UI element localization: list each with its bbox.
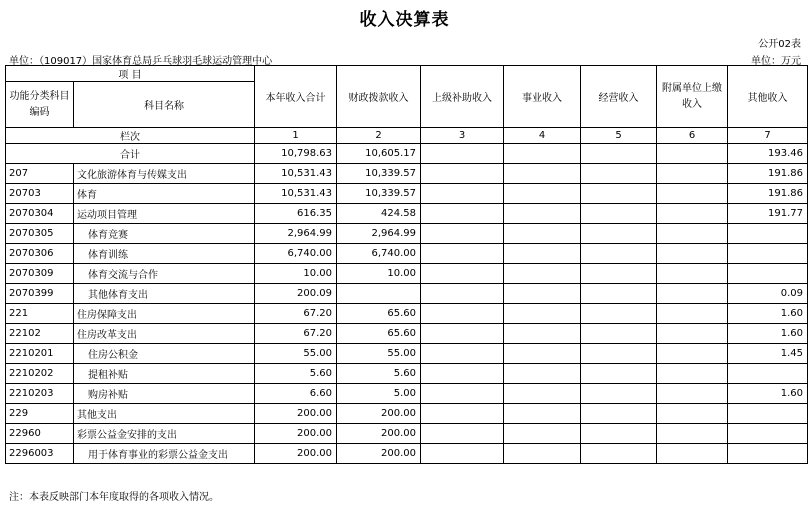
code-cell: 2070305 <box>6 224 74 244</box>
header-lanci: 栏次 <box>6 128 255 144</box>
value-cell <box>657 204 728 224</box>
table-row <box>6 404 808 424</box>
value-cell <box>581 424 657 444</box>
code-cell: 22960 <box>6 424 74 444</box>
col-number: 4 <box>504 128 581 144</box>
value-cell <box>581 324 657 344</box>
col-number: 5 <box>581 128 657 144</box>
value-cell <box>421 264 504 284</box>
col-header: 上级补助收入 <box>421 66 504 128</box>
col-header: 附属单位上缴收入 <box>657 66 728 128</box>
value-cell <box>421 224 504 244</box>
col-header: 财政拨款收入 <box>337 66 421 128</box>
value-cell <box>504 324 581 344</box>
value-cell <box>657 384 728 404</box>
value-cell <box>421 364 504 384</box>
col-number: 7 <box>728 128 808 144</box>
table-row <box>6 324 808 344</box>
income-table <box>5 65 808 464</box>
value-cell <box>657 244 728 264</box>
value-cell: 6.60 <box>255 384 337 404</box>
name-cell: 住房改革支出 <box>74 324 255 344</box>
col-number: 1 <box>255 128 337 144</box>
value-cell: 6,740.00 <box>337 244 421 264</box>
value-cell: 65.60 <box>337 304 421 324</box>
value-cell: 10,531.43 <box>255 164 337 184</box>
table-row <box>6 224 808 244</box>
value-cell: 10.00 <box>337 264 421 284</box>
footnote: 注：本表反映部门本年度取得的各项收入情况。 <box>9 492 219 503</box>
value-cell: 200.00 <box>337 444 421 464</box>
name-cell: 文化旅游体育与传媒支出 <box>74 164 255 184</box>
value-cell: 1.60 <box>728 304 808 324</box>
name-cell: 彩票公益金安排的支出 <box>74 424 255 444</box>
value-cell: 55.00 <box>337 344 421 364</box>
col-header: 其他收入 <box>728 66 808 128</box>
code-cell: 2070304 <box>6 204 74 224</box>
value-cell: 200.00 <box>255 424 337 444</box>
value-cell <box>657 284 728 304</box>
total-cell: 10,605.17 <box>337 144 421 164</box>
code-cell: 2210202 <box>6 364 74 384</box>
table-row <box>6 424 808 444</box>
value-cell <box>504 284 581 304</box>
value-cell <box>728 424 808 444</box>
form-number: 公开02表 <box>758 39 801 50</box>
value-cell <box>657 404 728 424</box>
total-label: 合计 <box>6 144 255 164</box>
value-cell <box>728 244 808 264</box>
value-cell: 65.60 <box>337 324 421 344</box>
value-cell: 55.00 <box>255 344 337 364</box>
code-cell: 2070399 <box>6 284 74 304</box>
value-cell: 200.09 <box>255 284 337 304</box>
value-cell <box>657 224 728 244</box>
value-cell: 10,339.57 <box>337 164 421 184</box>
table-row <box>6 344 808 364</box>
value-cell: 616.35 <box>255 204 337 224</box>
value-cell: 424.58 <box>337 204 421 224</box>
table-row <box>6 304 808 324</box>
value-cell <box>581 364 657 384</box>
value-cell: 2,964.99 <box>255 224 337 244</box>
total-cell <box>657 144 728 164</box>
value-cell <box>728 404 808 424</box>
name-cell: 运动项目管理 <box>74 204 255 224</box>
value-cell <box>728 224 808 244</box>
code-cell: 2210203 <box>6 384 74 404</box>
value-cell: 0.09 <box>728 284 808 304</box>
table-row <box>6 384 808 404</box>
total-cell <box>581 144 657 164</box>
value-cell: 10.00 <box>255 264 337 284</box>
value-cell: 191.86 <box>728 164 808 184</box>
value-cell <box>581 244 657 264</box>
value-cell <box>421 184 504 204</box>
value-cell <box>504 364 581 384</box>
value-cell <box>421 404 504 424</box>
name-cell: 其他支出 <box>74 404 255 424</box>
value-cell: 191.86 <box>728 184 808 204</box>
col-number: 2 <box>337 128 421 144</box>
value-cell: 2,964.99 <box>337 224 421 244</box>
value-cell <box>657 364 728 384</box>
col-number: 6 <box>657 128 728 144</box>
value-cell <box>504 304 581 324</box>
code-cell: 2070309 <box>6 264 74 284</box>
value-cell <box>581 204 657 224</box>
name-cell: 体育训练 <box>74 244 255 264</box>
value-cell: 67.20 <box>255 324 337 344</box>
value-cell: 200.00 <box>337 404 421 424</box>
name-cell: 体育交流与合作 <box>74 264 255 284</box>
report-title: 收入决算表 <box>359 10 450 30</box>
value-cell <box>504 204 581 224</box>
value-cell <box>504 384 581 404</box>
name-cell: 用于体育事业的彩票公益金支出 <box>74 444 255 464</box>
name-cell: 住房公积金 <box>74 344 255 364</box>
code-cell: 22102 <box>6 324 74 344</box>
value-cell <box>504 444 581 464</box>
total-row <box>6 144 808 164</box>
value-cell <box>337 284 421 304</box>
value-cell <box>657 444 728 464</box>
total-cell <box>504 144 581 164</box>
value-cell <box>581 264 657 284</box>
value-cell <box>581 284 657 304</box>
value-cell <box>657 324 728 344</box>
value-cell: 1.60 <box>728 384 808 404</box>
value-cell <box>504 244 581 264</box>
value-cell <box>581 384 657 404</box>
value-cell <box>421 204 504 224</box>
code-cell: 2210201 <box>6 344 74 364</box>
name-cell: 住房保障支出 <box>74 304 255 324</box>
value-cell <box>421 444 504 464</box>
value-cell <box>657 264 728 284</box>
value-cell <box>421 344 504 364</box>
value-cell <box>421 384 504 404</box>
total-cell: 10,798.63 <box>255 144 337 164</box>
name-cell: 其他体育支出 <box>74 284 255 304</box>
value-cell <box>421 284 504 304</box>
value-cell: 6,740.00 <box>255 244 337 264</box>
value-cell <box>421 164 504 184</box>
table-row <box>6 264 808 284</box>
code-cell: 20703 <box>6 184 74 204</box>
value-cell <box>504 184 581 204</box>
value-cell: 200.00 <box>337 424 421 444</box>
value-cell: 5.00 <box>337 384 421 404</box>
value-cell <box>657 304 728 324</box>
value-cell <box>728 264 808 284</box>
value-cell <box>581 344 657 364</box>
code-cell: 2296003 <box>6 444 74 464</box>
currency-unit: 单位：万元 <box>751 56 801 67</box>
value-cell: 5.60 <box>255 364 337 384</box>
value-cell <box>728 444 808 464</box>
value-cell: 200.00 <box>255 404 337 424</box>
value-cell <box>657 164 728 184</box>
value-cell: 1.45 <box>728 344 808 364</box>
value-cell <box>581 304 657 324</box>
table-row <box>6 184 808 204</box>
value-cell: 200.00 <box>255 444 337 464</box>
col-number: 3 <box>421 128 504 144</box>
value-cell <box>657 344 728 364</box>
code-cell: 2070306 <box>6 244 74 264</box>
value-cell <box>504 424 581 444</box>
value-cell <box>421 304 504 324</box>
value-cell <box>504 224 581 244</box>
table-row <box>6 244 808 264</box>
value-cell <box>421 424 504 444</box>
col-header: 事业收入 <box>504 66 581 128</box>
total-cell: 193.46 <box>728 144 808 164</box>
code-cell: 229 <box>6 404 74 424</box>
value-cell: 67.20 <box>255 304 337 324</box>
value-cell: 5.60 <box>337 364 421 384</box>
name-cell: 提租补贴 <box>74 364 255 384</box>
value-cell <box>421 324 504 344</box>
value-cell <box>504 344 581 364</box>
reporting-unit: 单位：（109017）国家体育总局乒乓球羽毛球运动管理中心 <box>9 56 273 67</box>
col-header: 本年收入合计 <box>255 66 337 128</box>
value-cell <box>728 364 808 384</box>
value-cell: 1.60 <box>728 324 808 344</box>
table-row <box>6 164 808 184</box>
value-cell <box>657 184 728 204</box>
value-cell <box>581 184 657 204</box>
header-project: 项 目 <box>6 66 255 82</box>
col-header: 经营收入 <box>581 66 657 128</box>
table-row <box>6 364 808 384</box>
value-cell <box>657 424 728 444</box>
value-cell <box>421 244 504 264</box>
value-cell <box>504 164 581 184</box>
code-cell: 207 <box>6 164 74 184</box>
value-cell <box>581 224 657 244</box>
table-row <box>6 284 808 304</box>
table-row <box>6 444 808 464</box>
header-name: 科目名称 <box>74 82 255 128</box>
value-cell <box>581 444 657 464</box>
name-cell: 体育竞赛 <box>74 224 255 244</box>
header-code: 功能分类科目编码 <box>6 82 74 128</box>
table-row <box>6 204 808 224</box>
value-cell <box>581 404 657 424</box>
name-cell: 体育 <box>74 184 255 204</box>
value-cell: 10,339.57 <box>337 184 421 204</box>
code-cell: 221 <box>6 304 74 324</box>
value-cell <box>581 164 657 184</box>
value-cell: 191.77 <box>728 204 808 224</box>
value-cell <box>504 404 581 424</box>
value-cell: 10,531.43 <box>255 184 337 204</box>
total-cell <box>421 144 504 164</box>
value-cell <box>504 264 581 284</box>
name-cell: 购房补贴 <box>74 384 255 404</box>
